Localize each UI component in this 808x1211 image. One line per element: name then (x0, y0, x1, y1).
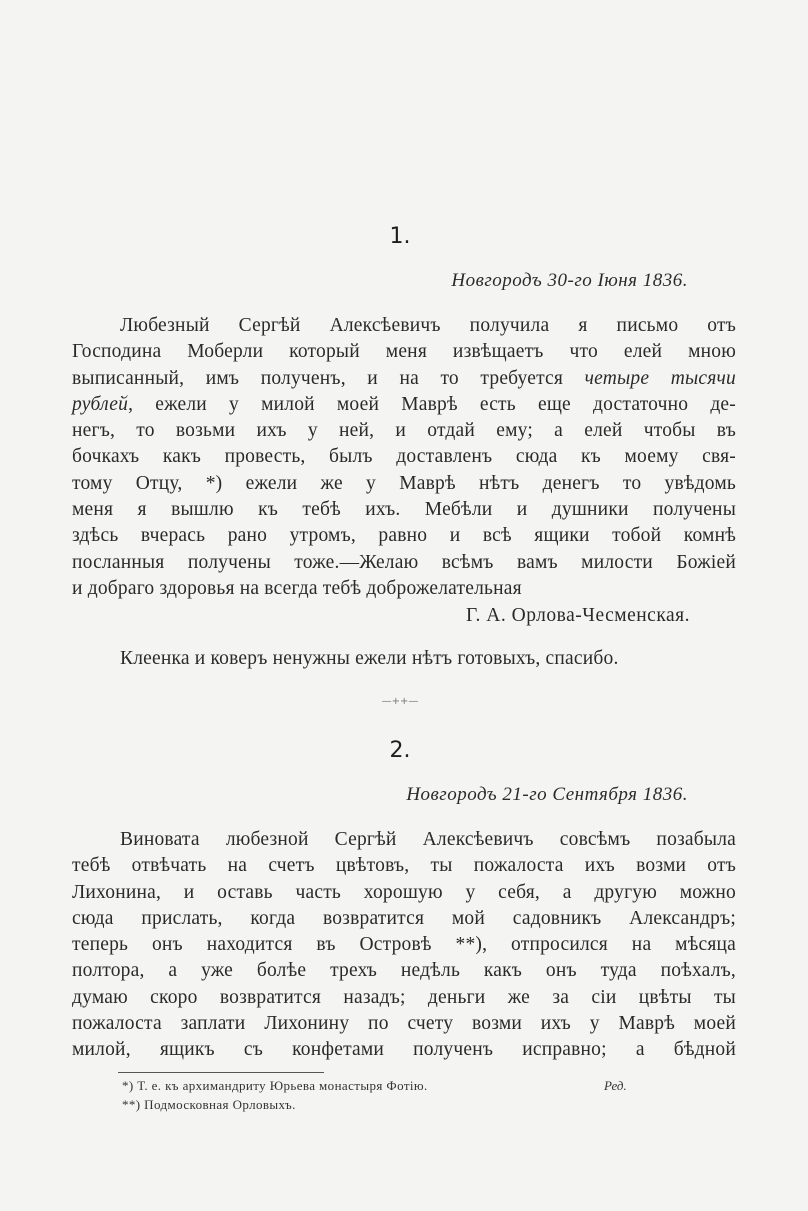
footnote-rule (118, 1072, 324, 1073)
text-line: сюда прислать, когда возвратится мой садовникъ Александръ; (72, 907, 736, 929)
text-line: Любезный Сергѣй Алексѣевичъ получила я письмо отъ (120, 315, 736, 336)
text-line: тому Отцу, *) ежели же у Маврѣ нѣтъ денегъ то увѣдомь (72, 472, 736, 494)
text-line (72, 366, 736, 392)
text-line: милой, ящикъ съ конфетами полученъ исправно; а бѣдной (72, 1039, 736, 1061)
text-line: посланныя получены тоже.—Желаю всѣмъ вамъ милости Божіей (72, 551, 736, 573)
text-line: Лихонина, и оставь часть хорошую у себя, а другую можно (72, 881, 736, 903)
letter-1-signature: Г. А. Орлова-Чесменская. (465, 605, 690, 626)
text-line: и добраго здоровья на всегда тебѣ доброжелательная (72, 577, 522, 599)
letter-2-body (72, 827, 736, 1064)
footnote-1-editor-mark: Ред. (604, 1078, 627, 1093)
text-line: меня я вышлю къ тебѣ ихъ. Мебѣли и душники получены (72, 499, 736, 521)
italic-rubles: рублей (72, 393, 129, 415)
text-line: тебѣ отвѣчать на счетъ цвѣтовъ, ты пожалоста ихъ возми отъ (72, 855, 736, 877)
text-line: полтора, а уже болѣе трехъ недѣль какъ онъ туда поѣхалъ, (72, 960, 736, 982)
letter-1-date: Новгородъ 30-го Іюня 1836. (451, 270, 688, 291)
text-line: здѣсь вчерась рано утромъ, равно и всѣ ящики тобой комнѣ (72, 525, 736, 547)
text-segment: выписанный, имъ полученъ, и на то требуется (72, 367, 564, 389)
footnote-1: *) Т. е. къ архимандриту Юрьева монастыря Фотію. (122, 1078, 428, 1093)
text-line: думаю скоро возвратится назадъ; деньги же за сіи цвѣты ты (72, 986, 736, 1008)
text-line: пожалоста заплати Лихонину по счету возми ихъ у Маврѣ моей (72, 1013, 736, 1035)
text-line: Виновата любезной Сергѣй Алексѣевичъ совсѣмъ позабыла (120, 829, 736, 850)
text-line: теперь онъ находится въ Островѣ **), отпросился на мѣсяца (72, 934, 736, 956)
text-segment: , ежели у милой моей Маврѣ есть еще достаточно де- (128, 393, 736, 415)
letter-2-date: Новгородъ 21-го Сентября 1836. (406, 784, 688, 805)
text-line: бочкахъ какъ провесть, былъ доставленъ сюда къ моему свя- (72, 446, 736, 468)
text-line: Господина Моберли который меня извѣщаетъ что елей мною (72, 341, 736, 363)
letter-1-postscript: Клеенка и коверъ ненужны ежели нѣтъ готовыхъ, спасибо. (120, 648, 619, 669)
letter-1-number: 1. (389, 224, 411, 249)
section-divider: —++— (381, 696, 419, 707)
italic-sum: четыре тысячи (584, 367, 737, 389)
text-line (72, 392, 736, 418)
footnote-2: **) Подмосковная Орловыхъ. (122, 1097, 296, 1112)
text-line: негъ, то возьми ихъ у ней, и отдай ему; а елей чтобы въ (72, 420, 736, 442)
letter-1-body (72, 313, 736, 602)
letter-2-number: 2. (389, 738, 411, 763)
